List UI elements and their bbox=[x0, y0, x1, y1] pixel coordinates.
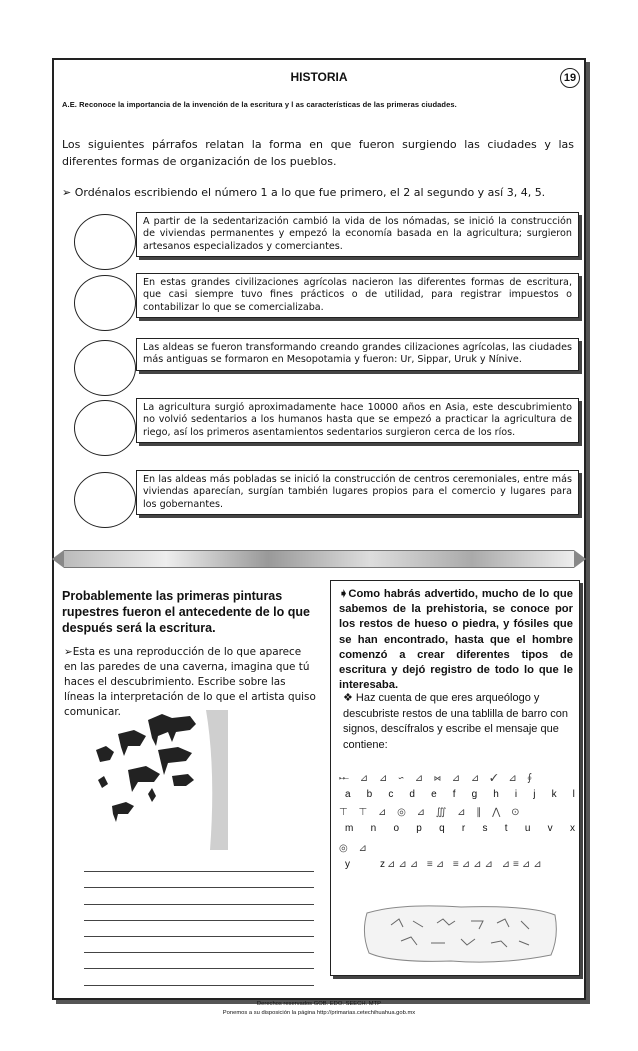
paragraph-box: En las aldeas más pobladas se inició la construcción de centros ceremoniales, entre más viviendas aparecían, surgían también lugares propios para el comercio y lugares para los gobernantes. bbox=[136, 470, 579, 515]
clay-tablet-image bbox=[361, 903, 561, 965]
ordering-item bbox=[74, 273, 579, 331]
answer-line[interactable] bbox=[84, 969, 314, 985]
learning-objective: A.E. Reconoce la importancia de la invención de la escritura y l as características de las primeras ciudades. bbox=[62, 100, 457, 109]
section-divider bbox=[64, 550, 574, 568]
letter: k bbox=[551, 789, 557, 800]
footer bbox=[0, 1000, 638, 1017]
paragraph-box: La agricultura surgió aproximadamente hace 10000 años en Asia, este descubrimiento no volvió sedentarios a los humanos hasta que se empezó a practicar la agricultura de riego, así los primeros asentamientos sedentarios surgieron cerca de los ríos. bbox=[136, 398, 579, 443]
letter: c bbox=[388, 789, 394, 800]
letter-row-3 bbox=[345, 859, 385, 870]
letter: v bbox=[547, 823, 553, 834]
glyph-message-row: ⊿⊿⊿ ≡⊿ ≡⊿⊿⊿ ⊿≡⊿⊿ bbox=[387, 859, 545, 870]
answer-line[interactable] bbox=[84, 921, 314, 937]
letter: m bbox=[345, 823, 354, 834]
letter: n bbox=[370, 823, 377, 834]
cave-painting-image bbox=[88, 710, 228, 850]
letter: i bbox=[514, 789, 518, 800]
cave-painting-instructions: ➢Esta es una reproducción de lo que aparece en las paredes de una caverna, imagina que tú haces el descubrimiento. Escribe sobre las líneas la interpretación de lo que el artista quiso comunicar. bbox=[64, 646, 316, 718]
letter: x bbox=[569, 823, 575, 834]
letter: p bbox=[416, 823, 422, 834]
prehistory-heading: ➧Como habrás advertido, mucho de lo que sabemos de la prehistoria, se conoce por los restos de hueso o piedra, y fósiles que se han encontrado, hasta que el hombre comenzó a crear diferentes tipos de escritura y dejó registro de todo lo que le interesaba. bbox=[339, 588, 573, 692]
paragraph-box: Las aldeas se fueron transformando creando grandes cilizaciones agrícolas, las ciudades más antiguas se formaron en Mesopotamia y fueron: Ur, Sippar, Uruk y Nínive. bbox=[136, 338, 579, 371]
answer-line[interactable] bbox=[84, 888, 314, 904]
letter-row-1 bbox=[345, 789, 575, 800]
letter: b bbox=[366, 789, 373, 800]
answer-line[interactable] bbox=[84, 872, 314, 888]
answer-circle[interactable] bbox=[74, 275, 136, 331]
answer-line[interactable] bbox=[84, 937, 314, 953]
activity-instructions: ❖ Haz cuenta de que eres arqueólogo y descubriste restos de una tablilla de barro con signos, descífralos y escribe el mensaje que contiene: bbox=[343, 692, 569, 751]
letter-row-2 bbox=[345, 823, 575, 834]
letter: a bbox=[345, 789, 351, 800]
letter: t bbox=[504, 823, 508, 834]
answer-line[interactable] bbox=[84, 905, 314, 921]
page-title: HISTORIA bbox=[290, 70, 348, 84]
answer-lines[interactable] bbox=[84, 856, 314, 986]
glyph-row: ⊤ ⊤ ⊿ ◎ ⊿ ∭ ⊿ ∥ ⋀ ⊙ bbox=[339, 807, 524, 818]
ordering-item bbox=[74, 470, 579, 528]
answer-line[interactable] bbox=[84, 856, 314, 872]
instruction-text: ➢ Ordénalos escribiendo el número 1 a lo que fue primero, el 2 al segundo y así 3, 4, 5. bbox=[62, 186, 546, 199]
answer-circle[interactable] bbox=[74, 400, 136, 456]
answer-circle[interactable] bbox=[74, 340, 136, 396]
ordering-item bbox=[74, 212, 579, 270]
letter: q bbox=[439, 823, 445, 834]
worksheet-frame bbox=[52, 58, 586, 1000]
glyph-row: 𐎀 ⊿ ⊿ ∽ ⊿ ⋈ ⊿ ⊿ ✓ ⊿ ∮ bbox=[339, 773, 536, 784]
answer-circle[interactable] bbox=[74, 214, 136, 270]
letter: e bbox=[431, 789, 437, 800]
answer-circle[interactable] bbox=[74, 472, 136, 528]
answer-line[interactable] bbox=[84, 953, 314, 969]
paragraph-box: A partir de la sedentarización cambió la vida de los nómadas, se inició la construcción de viviendas permanentes y empezó la economía basada en la agricultura; surgieron artesanos especializados y comerciantes. bbox=[136, 212, 579, 257]
letter: d bbox=[409, 789, 415, 800]
footer-copyright: Derechos reservados GOB. EDO. SEECH. MTP bbox=[256, 1001, 382, 1007]
letter: f bbox=[452, 789, 456, 800]
letter: u bbox=[524, 823, 531, 834]
letter: r bbox=[461, 823, 466, 834]
footer-url[interactable]: Ponemos a su disposición la página http://primarias.cetechihuahua.gob.mx bbox=[222, 1009, 416, 1016]
archaeologist-activity bbox=[330, 580, 580, 976]
ordering-item bbox=[74, 398, 579, 456]
letter: l bbox=[572, 789, 575, 800]
letter: o bbox=[393, 823, 399, 834]
letter: h bbox=[493, 789, 499, 800]
paragraph-box: En estas grandes civilizaciones agrícolas nacieron las diferentes formas de escritura, que casi siempre tuvo fines prácticos o de utilidad, para registrar impuestos o contabilizar lo que se comercializaba. bbox=[136, 273, 579, 318]
cave-painting-heading: Probablemente las primeras pinturas rupestres fueron el antecedente de lo que después será la escritura. bbox=[62, 589, 310, 635]
glyph-row: ◎ ⊿ bbox=[339, 843, 371, 854]
letter: j bbox=[533, 789, 536, 800]
letter: s bbox=[482, 823, 488, 834]
intro-text: Los siguientes párrafos relatan la forma en que fueron surgiendo las ciudades y las diferentes formas de organización de los pueblos. bbox=[62, 138, 574, 168]
letter: z bbox=[380, 859, 385, 870]
ordering-item bbox=[74, 338, 579, 396]
letter: y bbox=[345, 859, 350, 870]
letter: g bbox=[471, 789, 478, 800]
page-number: 19 bbox=[560, 68, 580, 88]
